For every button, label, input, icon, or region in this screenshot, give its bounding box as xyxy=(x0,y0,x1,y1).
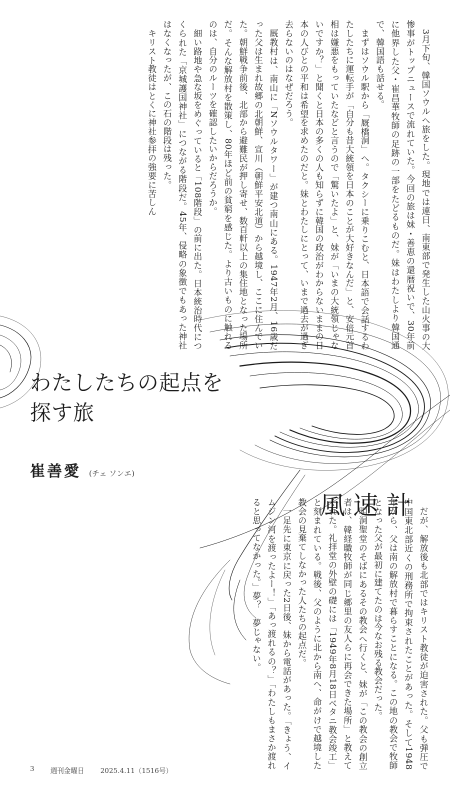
paragraph: キリスト教徒はとくに神社参拝の強要に苦しん xyxy=(146,28,157,216)
column-name: 風速計 xyxy=(320,491,420,520)
issue-date: 2025.4.11（1516号） xyxy=(100,767,173,775)
author-name: 崔善愛 xyxy=(30,462,82,480)
article-title-line: 探す旅 xyxy=(30,401,95,425)
paragraph: まずはソウル駅から「厩橋洞」へ。タクシーに乗りこむと、日本語で会話するわたしたちに運転手が「自分も昔大統領を日本のことが大好きなんだ」と、安倍元首相は嫌悪をもっていたなどと言うので「驚いたよ」と、妹が「いまの大統領じゃないですか？」と聞くと日本の多くの人も知らずに韓国の政治がわからないままの日本の人びとの平和は希望を求めたのだと。妹とわたしにとって、いまで過去が過ぎ去らないのはなぜだろう。 xyxy=(283,20,370,350)
page-footer xyxy=(30,765,173,775)
article-body-top xyxy=(32,20,432,350)
paragraph: 厩教村は、南山に「Nソウルタワー」が建つ南山にある。1947年2月、16歳だった父は生まれ故郷の北朝鮮、宣川（朝鮮平安北道）から越境し、ここに住んでいた。朝鮮戦争前後、北部から避難民が押し寄せ、数百軒以上の集住地となった場所だ。そんな解放村を散策し、80年ほど前の貧窮を感じた。より古いものに触れるのは、自分のルーツを確認したいからだろうか。 xyxy=(207,20,278,350)
paragraph: 細い路地や急な坂をめぐっていると「108階段」の前に出た。日本統治時代につくられた「京城護国神社」につながる階段だ。45年、侵略の象徴でもあった神社はなくなったが、この石の階段は残った。 xyxy=(161,20,202,350)
article-title xyxy=(30,368,224,428)
article-title-line: わたしたちの起点を xyxy=(30,371,224,395)
paragraph: 一足先に東京に戻った2日後、妹から電話があった。「きょう、イムジン河を渡ったよー！」「あっ渡れるの？」「わたしもまさか渡れると思ってなかった。」夢？ 夢じゃない。 xyxy=(250,498,292,770)
paragraph: 3月下旬、韓国ソウルへ旅をした。現地では連日、南東部で発生した山火事の大惨事がトップニュースで流れていた。今回の旅は妹・善恵の還暦祝いで、30年前に他界した父・崔昌華牧師の足跡の一部をたどるものだ。妹はわたしより韓国通で、韓国語も話せる。 xyxy=(374,20,430,350)
publication-name: 週刊金曜日 xyxy=(50,767,85,775)
paragraph: 明洞聖堂のそばにあるその教会へ行くと、妹が「この教会の創立者は、韓経職牧師が同じ郷里の友人らに再会できた場所」と教えてくれた。礼拝堂の外壁の礎には「1949年8月18日ベタニ教会竣工」と刻まれている。戦後、父のように北から南へ、命がけで越境した教会の見棄てしなかった人たちの起点だ。 xyxy=(296,498,368,770)
byline xyxy=(30,460,135,481)
paragraph: だが、解放後も北部ではキリスト教徒が迫害された。父も弾圧で中国東北部近くの刑務所で拘束されたことがあった。そして1948年から、父は南の解放村で暮らすことになる。この地の教会で牧師となった父が最初に建てたのは今なお残る教会だった。 xyxy=(372,498,428,770)
page-number: 3 xyxy=(30,765,35,773)
author-reading: (チェ ソンエ) xyxy=(89,469,135,478)
article-body-bottom xyxy=(175,498,430,770)
